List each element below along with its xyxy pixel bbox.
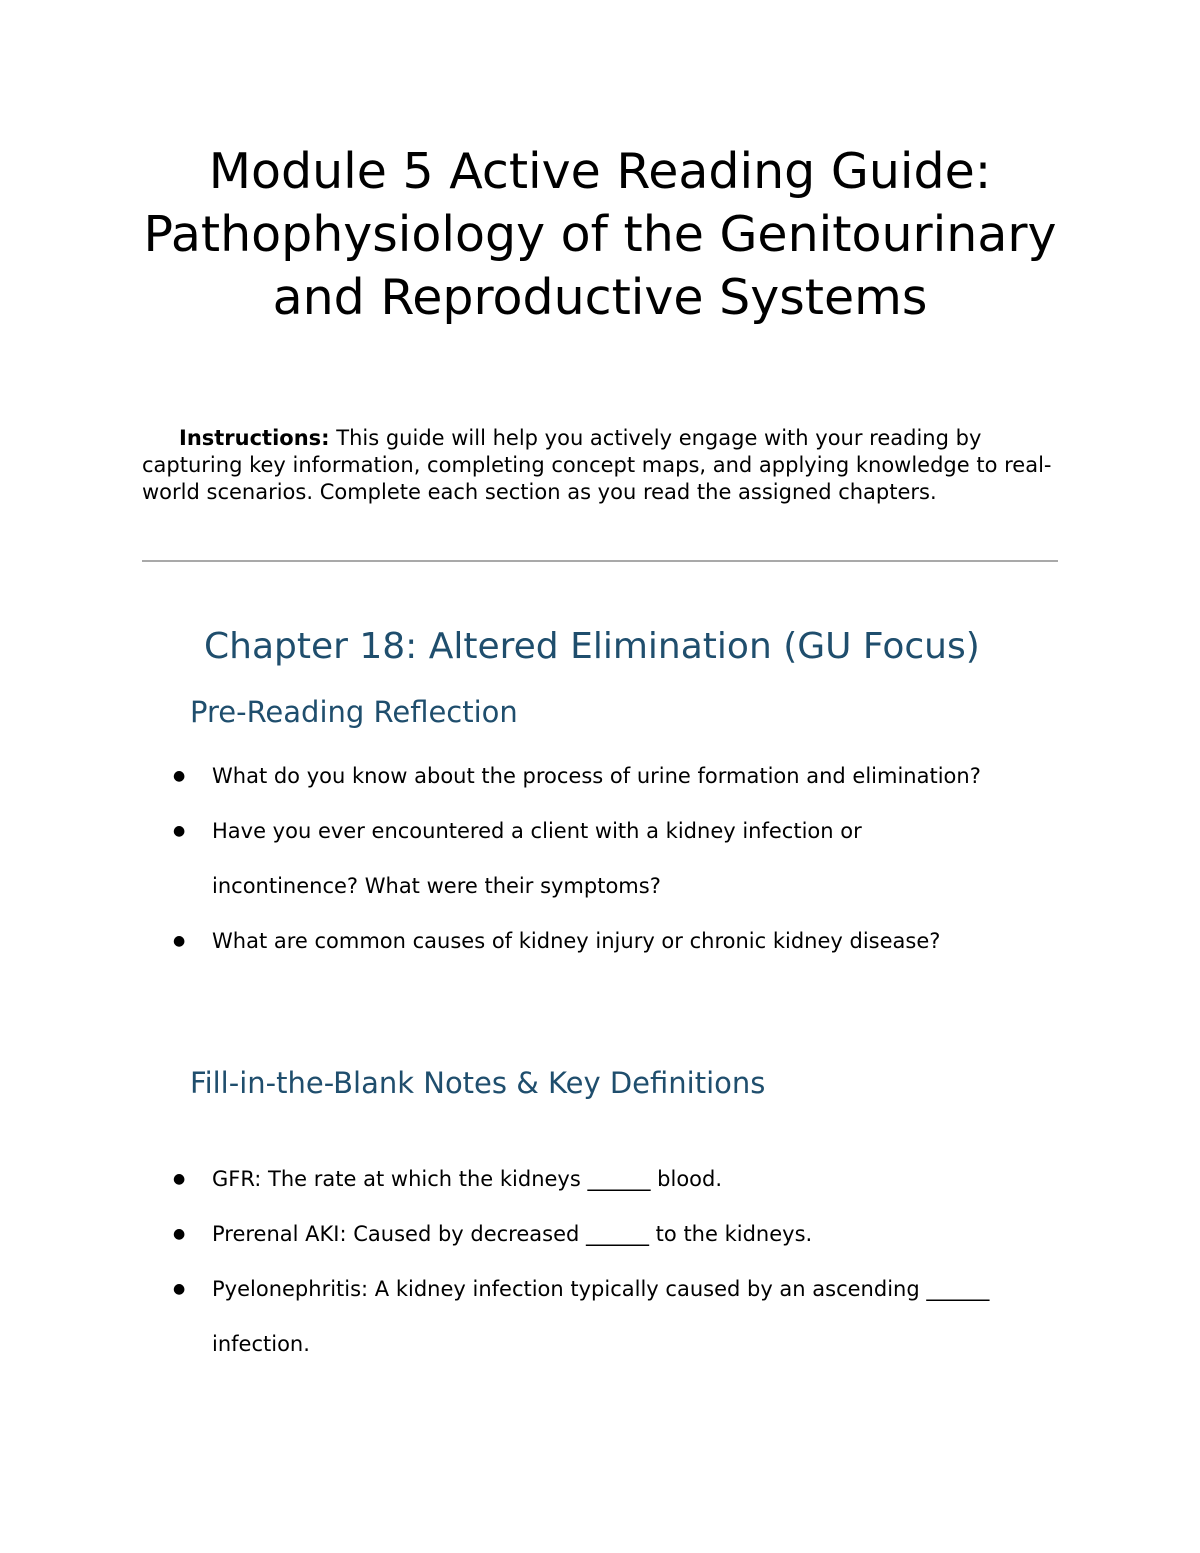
list-item-text: Prerenal AKI: Caused by decreased ______ to the kidneys. <box>212 1222 813 1246</box>
list-item <box>0 749 1012 804</box>
list-item-text: GFR: The rate at which the kidneys ______ blood. <box>212 1167 723 1191</box>
fill-in-heading: Fill-in-the-Blank Notes & Key Definitions <box>190 1066 766 1100</box>
instructions-paragraph <box>142 425 1058 506</box>
horizontal-divider <box>142 560 1058 562</box>
instructions-label: Instructions: <box>179 426 330 450</box>
list-item-text: Pyelonephritis: A kidney infection typically caused by an ascending ______ infection. <box>212 1277 990 1356</box>
bullet-icon: ● <box>173 768 186 784</box>
instructions-text: This guide will help you actively engage with your reading by capturing key information, completing concept maps, and applying knowledge to real-world scenarios. Complete each section as you read the assigned chapters. <box>142 426 1052 504</box>
bullet-icon: ● <box>173 1281 186 1297</box>
list-item <box>0 1207 1012 1262</box>
list-item <box>0 1262 1012 1372</box>
pre-reading-list <box>0 749 1012 969</box>
bullet-icon: ● <box>173 823 186 839</box>
document-title: Module 5 Active Reading Guide: Pathophysiology of the Genitourinary and Reproductive Systems <box>143 143 1057 326</box>
list-item-text: What do you know about the process of urine formation and elimination? <box>212 764 981 788</box>
list-item <box>0 914 1012 969</box>
list-item <box>0 804 1012 914</box>
fill-in-list <box>0 1152 1012 1372</box>
bullet-icon: ● <box>173 1226 186 1242</box>
list-item-text: What are common causes of kidney injury or chronic kidney disease? <box>212 929 941 953</box>
list-item-text: Have you ever encountered a client with a kidney infection or incontinence? What were their symptoms? <box>212 819 862 898</box>
chapter-heading: Chapter 18: Altered Elimination (GU Focus) <box>204 626 980 667</box>
pre-reading-heading: Pre-Reading Reflection <box>190 695 518 729</box>
bullet-icon: ● <box>173 933 186 949</box>
bullet-icon: ● <box>173 1171 186 1187</box>
list-item <box>0 1152 1012 1207</box>
